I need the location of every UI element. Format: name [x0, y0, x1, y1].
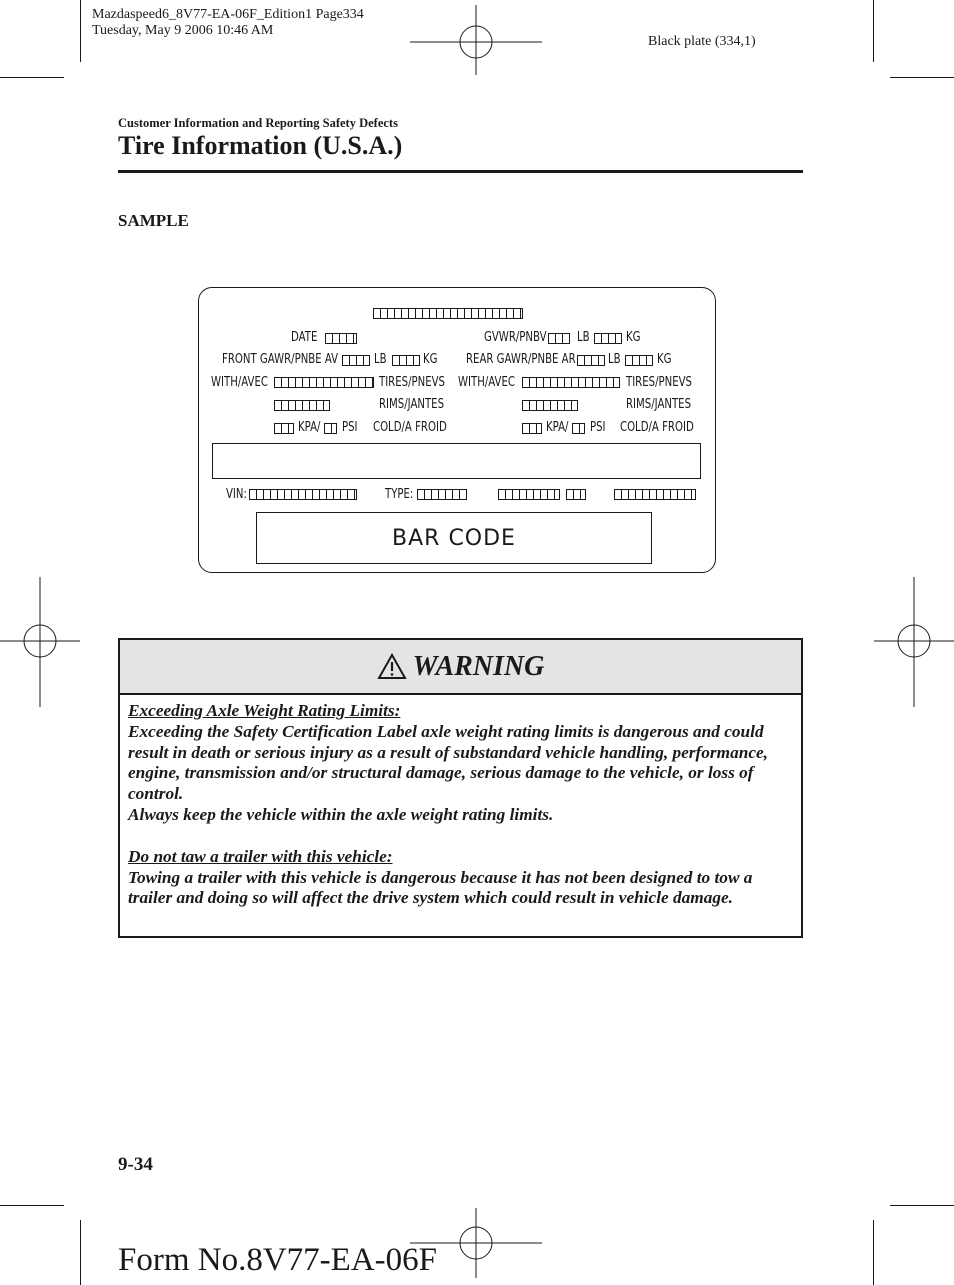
- warning-paragraph-axle: Exceeding the Safety Certification Label axle weight rating limits is dangerous and could result in death or serious injury as a result of substandard vehicle handling, performance, engine, transmission and/or structural damage, serious damage to the vehicle, or loss of control.: [128, 721, 768, 804]
- label-code-field: [373, 308, 523, 319]
- rear-psi-label: PSI: [590, 420, 606, 435]
- gvwr-kg-label: KG: [626, 330, 641, 345]
- front-kpa-field: [274, 423, 294, 434]
- rear-psi-field: [572, 423, 585, 434]
- title-rule: [118, 170, 803, 173]
- registration-mark-left: [0, 577, 80, 707]
- front-psi-label: PSI: [342, 420, 358, 435]
- sample-label: SAMPLE: [118, 211, 189, 230]
- date-field: [325, 333, 357, 344]
- front-kg-field: [392, 355, 420, 366]
- rear-lb-field: [577, 355, 605, 366]
- vin-field: [249, 489, 357, 500]
- front-tire-field: [274, 377, 374, 388]
- gvwr-lb-label: LB: [577, 330, 590, 345]
- form-number: Form No.8V77-EA-06F: [118, 1242, 437, 1278]
- front-kpa-label: KPA/: [298, 420, 321, 435]
- registration-mark-top: [410, 5, 542, 75]
- rear-kpa-field: [522, 423, 542, 434]
- warning-paragraph-keep: Always keep the vehicle within the axle weight rating limits.: [128, 804, 554, 824]
- front-lb-label: LB: [374, 352, 387, 367]
- front-rim-field: [274, 400, 330, 411]
- rear-tires-label: TIRES/PNEVS: [626, 375, 692, 390]
- registration-mark-right: [874, 577, 954, 707]
- vin-label: VIN:: [226, 487, 247, 502]
- rear-lb-label: LB: [608, 352, 621, 367]
- gvwr-label: GVWR/PNBV: [484, 330, 547, 345]
- rear-kpa-label: KPA/: [546, 420, 569, 435]
- date-label: DATE: [291, 330, 318, 345]
- bar-code-box: BAR CODE: [256, 512, 652, 564]
- front-tires-label: TIRES/PNEVS: [379, 375, 445, 390]
- file-line: Mazdaspeed6_8V77-EA-06F_Edition1 Page334: [92, 7, 364, 22]
- rear-tire-field: [522, 377, 620, 388]
- rear-cold-label: COLD/A FROID: [620, 420, 694, 435]
- file-info: [92, 7, 364, 39]
- front-cold-label: COLD/A FROID: [373, 420, 447, 435]
- plate-info: Black plate (334,1): [648, 34, 756, 49]
- rear-with-label: WITH/AVEC: [458, 375, 515, 390]
- warning-triangle-icon: [377, 653, 407, 680]
- front-gawr-label: FRONT GAWR/PNBE AV: [222, 352, 339, 367]
- front-psi-field: [324, 423, 337, 434]
- gvwr-lb-field: [548, 333, 570, 344]
- code-field-a: [498, 489, 560, 500]
- warning-paragraph-trailer: Towing a trailer with this vehicle is dangerous because it has not been designed to tow a trailer and doing so will affect the drive system which could result in vehicle damage.: [128, 867, 753, 908]
- front-with-label: WITH/AVEC: [211, 375, 268, 390]
- front-rims-label: RIMS/JANTES: [379, 397, 445, 412]
- code-field-c: [614, 489, 696, 500]
- rear-kg-field: [625, 355, 653, 366]
- rear-kg-label: KG: [657, 352, 672, 367]
- rear-gawr-label: REAR GAWR/PNBE AR: [466, 352, 576, 367]
- section-title: Customer Information and Reporting Safety Defects: [118, 116, 398, 130]
- warning-body: [128, 701, 793, 909]
- page-title: Tire Information (U.S.A.): [118, 131, 403, 160]
- front-kg-label: KG: [423, 352, 438, 367]
- page-number: 9-34: [118, 1154, 153, 1175]
- warning-heading-axle: Exceeding Axle Weight Rating Limits:: [128, 701, 401, 720]
- warning-title: WARNING: [412, 650, 545, 682]
- warning-heading-trailer: Do not taw a trailer with this vehicle:: [128, 846, 393, 866]
- code-field-b: [566, 489, 586, 500]
- warning-header: [120, 640, 801, 695]
- gvwr-kg-field: [594, 333, 622, 344]
- warning-box: [118, 638, 803, 938]
- rear-rim-field: [522, 400, 578, 411]
- type-label: TYPE:: [385, 487, 414, 502]
- type-field: [417, 489, 467, 500]
- label-text-bar: [212, 443, 701, 479]
- front-lb-field: [342, 355, 370, 366]
- rear-rims-label: RIMS/JANTES: [626, 397, 692, 412]
- date-line: Tuesday, May 9 2006 10:46 AM: [92, 23, 274, 38]
